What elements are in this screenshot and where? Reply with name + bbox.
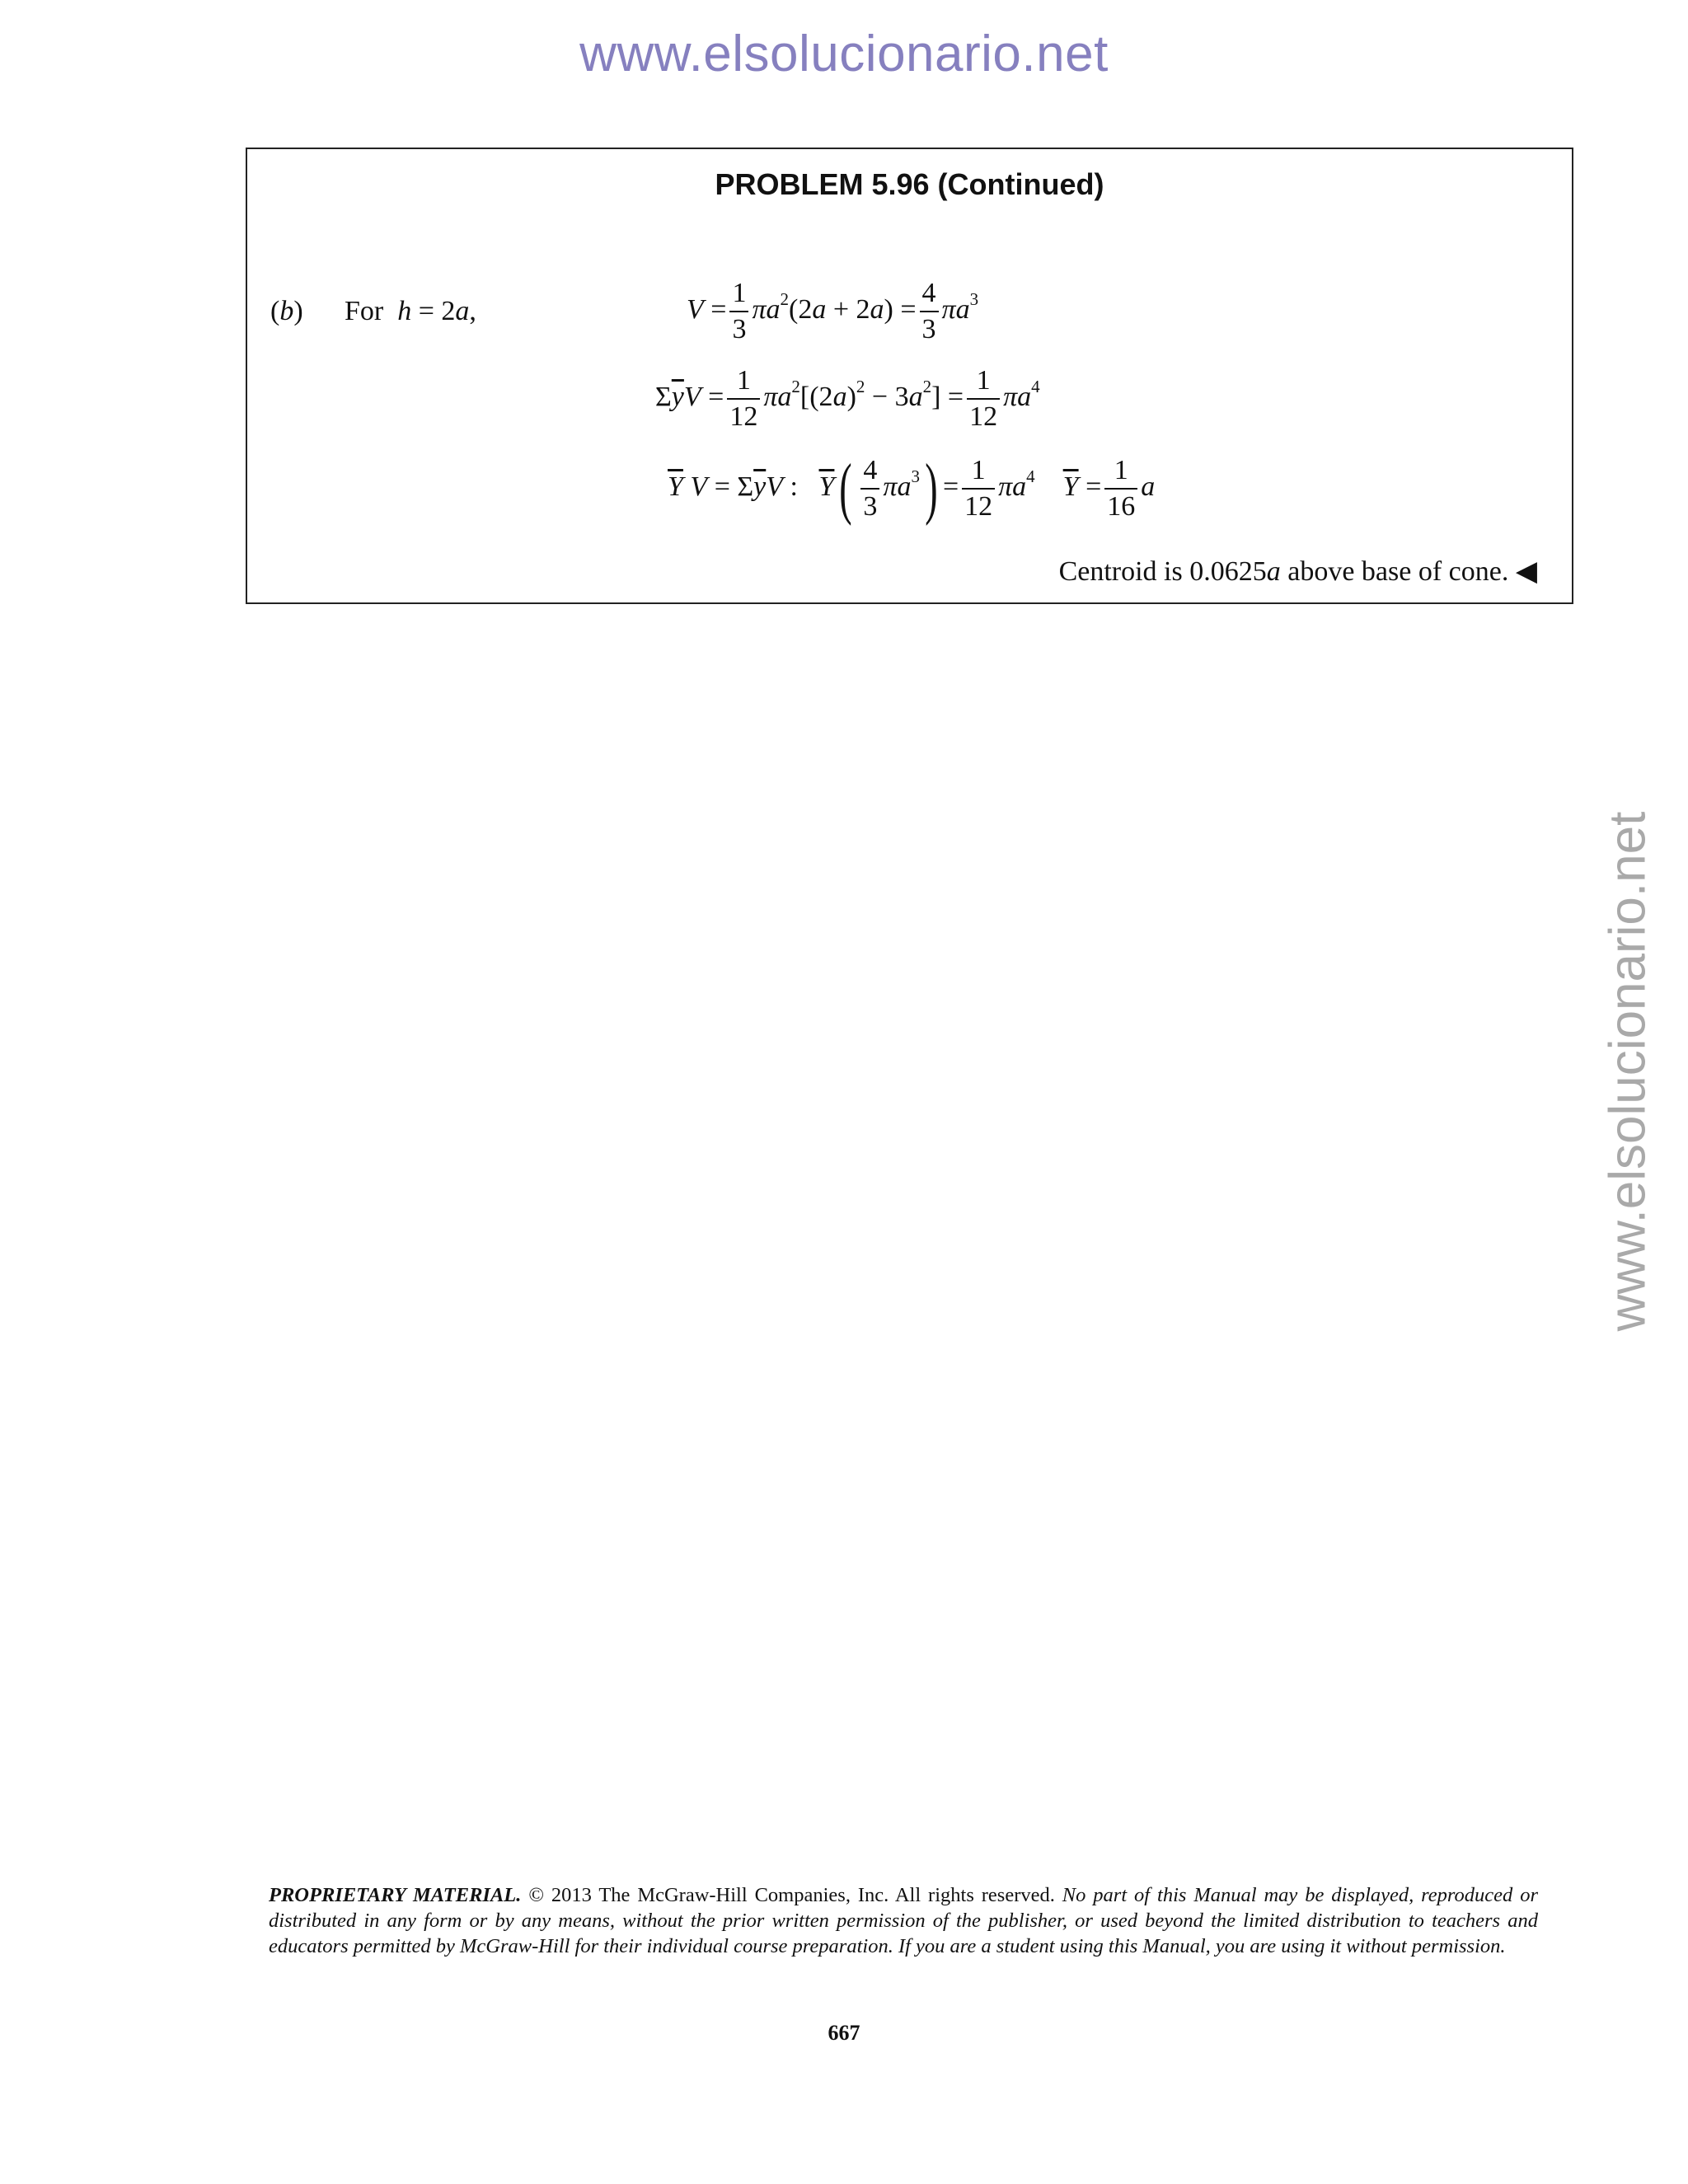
equation-first-moment: $\Sigma\overline{y}V$ = $\frac{1}{12}$ $\pi a^2[(2a)^2 - 3a^2]$ = $\frac{1}{12}$ $\pi a^4$ — [655, 365, 1040, 432]
copyright-notice: PROPRIETARY MATERIAL. © 2013 The McGraw-Hill Companies, Inc. All rights reserved. No part of this Manual may be displayed, reproduced or distributed in any form or by any means, without the prior written permission of the publisher, or used beyond the limited distribution to teachers and educators permitted by McGraw-Hill for their individual course preparation. If you are a student using this Manual, you are using it without permission. — [269, 1884, 1538, 1957]
condition: For h = 2a, — [345, 296, 476, 326]
page-number: 667 — [828, 2021, 860, 2045]
problem-box — [246, 148, 1573, 604]
watermark-side: www.elsolucionario.net — [1599, 811, 1657, 1332]
equation-centroid: $\overline{Y}$ $V = \Sigma\overline{y}V$ : $\overline{Y}$( $\frac{4}{3}$ $\pi a^3$) = $\frac{1}{12}$ $\pi a^4$ $\overline{Y}$ = $\frac{1}{16}$ a — [668, 450, 1156, 527]
watermark-top: www.elsolucionario.net — [579, 26, 1109, 82]
result-marker-icon: ◀ — [1515, 556, 1537, 587]
problem-title: PROBLEM 5.96 (Continued) — [715, 167, 1104, 201]
result-statement: Centroid is 0.0625a above base of cone. ◀ — [1058, 556, 1537, 587]
equation-volume: V = $\frac{1}{3}$ $\pi a^2(2a + 2a)$ = $\frac{4}{3}$ $\pi a^3$ — [687, 278, 979, 344]
part-label: (b) — [270, 296, 303, 326]
